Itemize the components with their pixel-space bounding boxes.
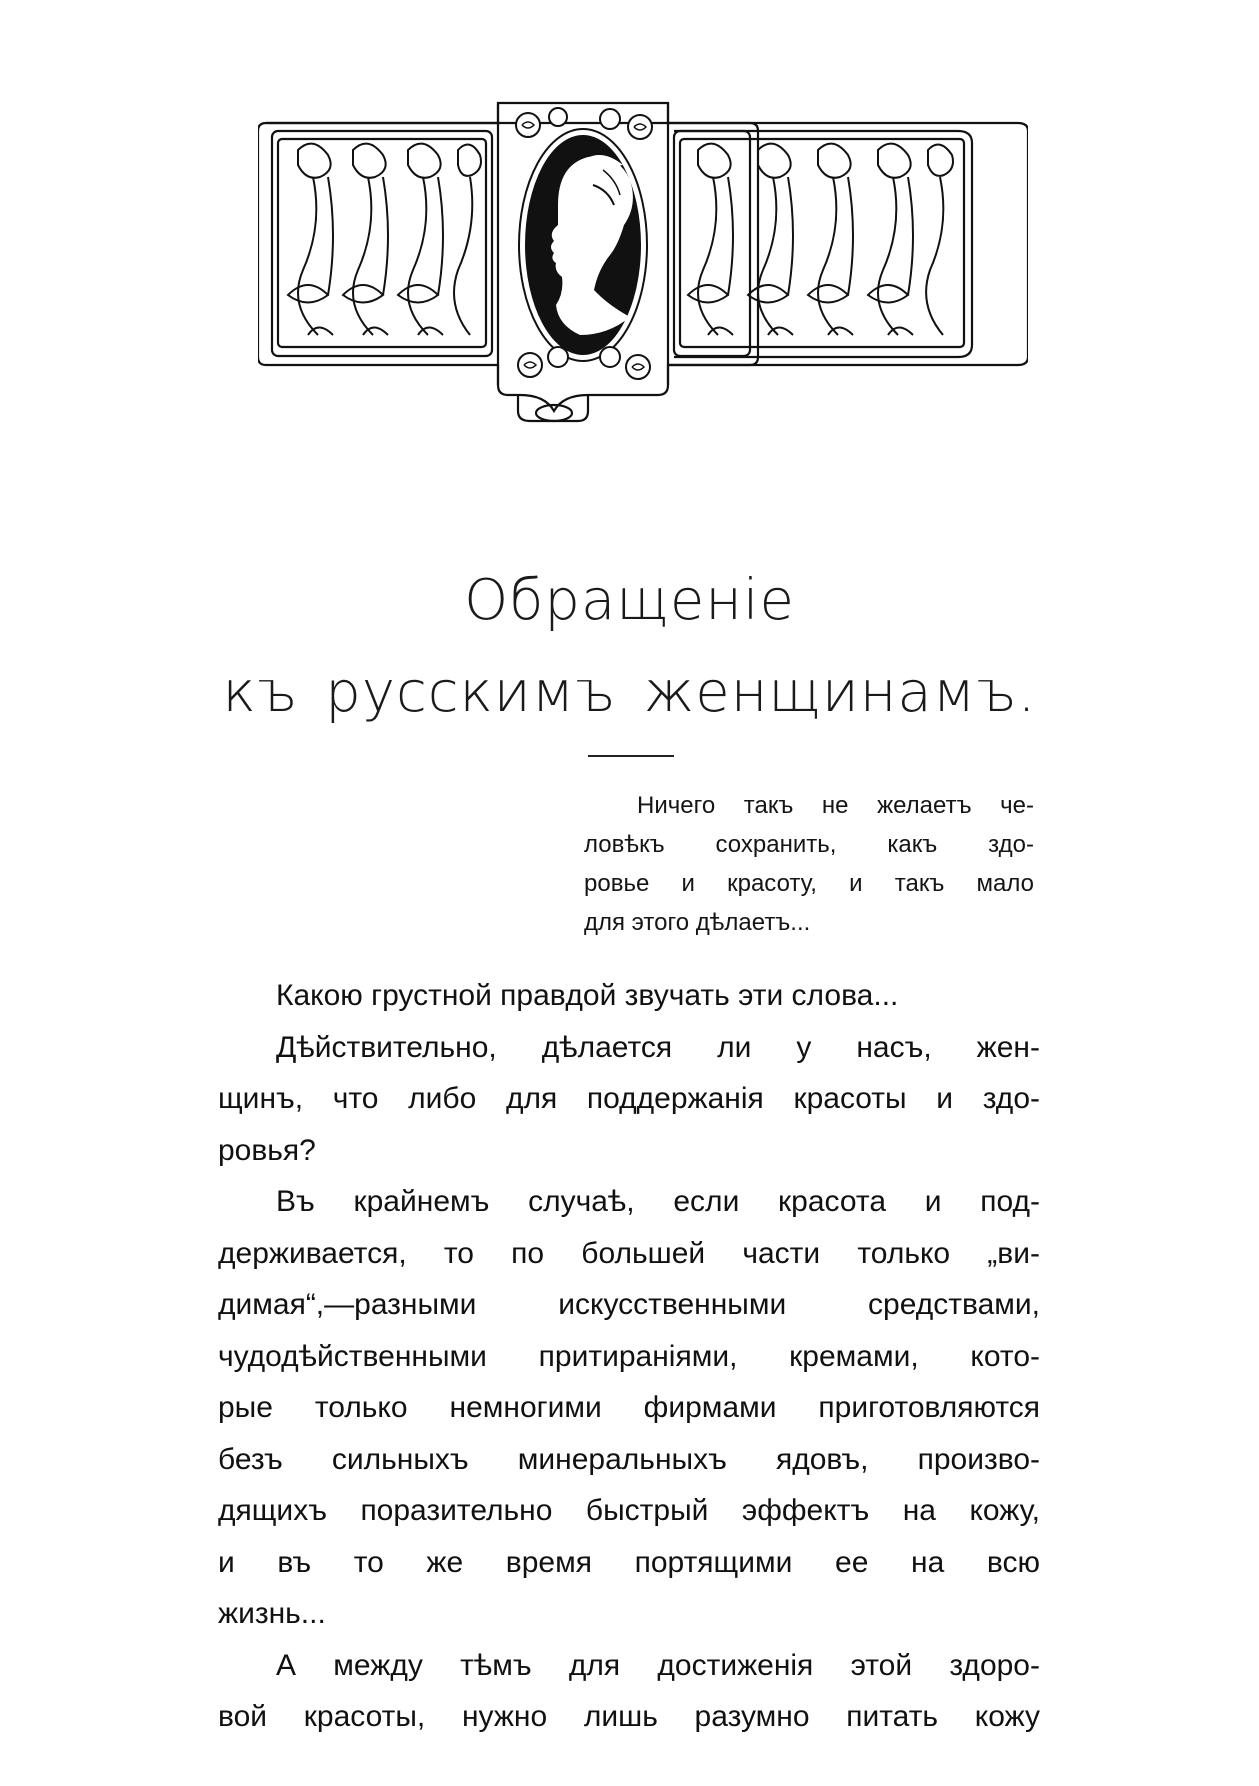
art-nouveau-headpiece-illustration: [258, 95, 1028, 475]
epigraph-line: для этого дѣлаетъ...: [584, 909, 811, 936]
body-line: А между тѣмъ для достиженія этой здоро-: [276, 1648, 1040, 1682]
body-line: чудодѣйственными притираніями, кремами, кото-: [218, 1339, 1040, 1373]
body-line: щинъ, что либо для поддержанія красоты и здо-: [218, 1082, 1040, 1115]
body-line: Дѣйствительно, дѣлается ли у насъ, жен-: [276, 1030, 1040, 1064]
epigraph-line: Ничего такъ не желаетъ че-: [637, 792, 1034, 819]
epigraph-line: ловѣкъ сохранить, какъ здо-: [584, 831, 1034, 858]
body-line: Какою грустной правдой звучать эти слова...: [276, 979, 899, 1012]
epigraph: [584, 786, 1034, 942]
body-line: и въ то же время портящими ее на всю: [218, 1545, 1040, 1579]
body-line: Въ крайнемъ случаѣ, если красота и под-: [276, 1185, 1040, 1218]
page-title-line-1: Обращеніе: [464, 568, 795, 633]
body-line: дящихъ поразительно быстрый эффектъ на кожу,: [218, 1494, 1040, 1527]
body-line: жизнь...: [218, 1597, 326, 1630]
body-line: вой красоты, нужно лишь разумно питать кожу: [218, 1700, 1040, 1733]
epigraph-line: ровье и красоту, и такъ мало: [584, 870, 1034, 897]
page-title-line-2: къ русскимъ женщинамъ.: [222, 660, 1037, 725]
body-line: ровья?: [218, 1133, 316, 1167]
title-divider: [588, 755, 674, 757]
body-text: [218, 970, 1040, 1743]
body-line: безъ сильныхъ минеральныхъ ядовъ, произво-: [218, 1442, 1040, 1476]
body-line: димая“,—разными искусственными средствами,: [218, 1288, 1040, 1321]
body-line: держивается, то по большей части только „ви-: [218, 1236, 1040, 1270]
body-line: рые только немногими фирмами приготовляются: [218, 1391, 1040, 1424]
